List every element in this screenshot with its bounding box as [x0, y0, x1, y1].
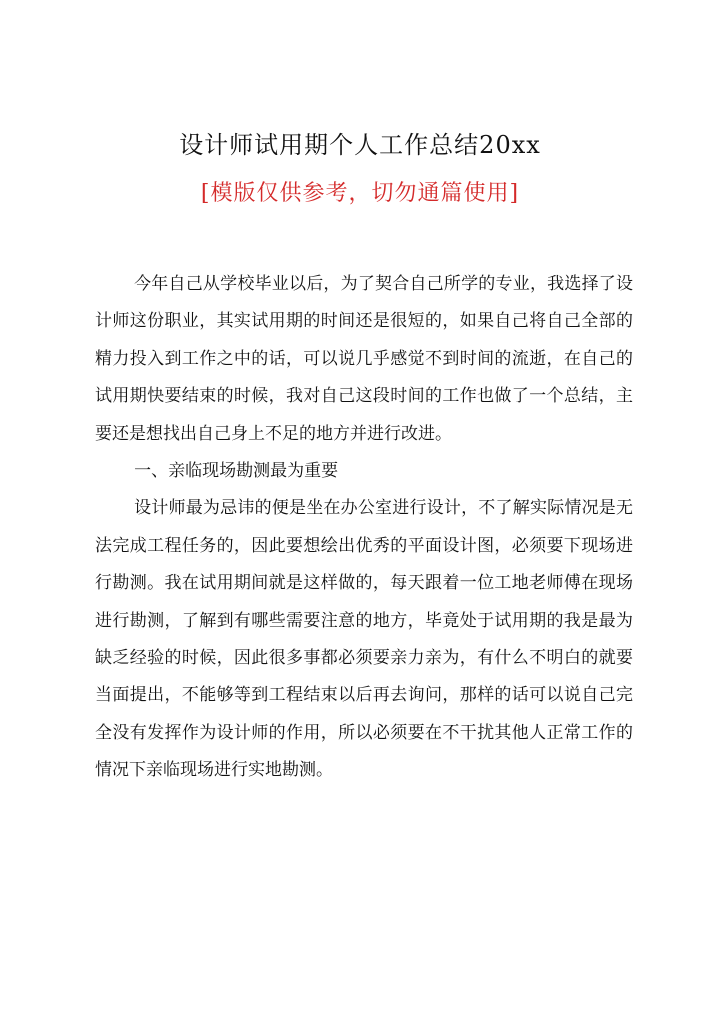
paragraph-intro: 今年自己从学校毕业以后，为了契合自己所学的专业，我选择了设计师这份职业，其实试用期的时间还是很短的，如果自己将自己全部的精力投入到工作之中的话，可以说几乎感觉不到时间的流逝，在自己的试用期快要结束的时候，我对自己这段时间的工作也做了一个总结，主要还是想找出自己身上不足的地方并进行改进。 — [95, 274, 633, 444]
document-title: 设计师试用期个人工作总结20xx — [179, 131, 541, 159]
paragraph-section-1: 设计师最为忌讳的便是坐在办公室进行设计，不了解实际情况是无法完成工程任务的，因此要想绘出优秀的平面设计图，必须要下现场进行勘测。我在试用期间就是这样做的，每天跟着一位工地老师傅在现场进行勘测，了解到有哪些需要注意的地方，毕竟处于试用期的我是最为缺乏经验的时候，因此很多事都必须要亲力亲为，有什么不明白的就要当面提出，不能够等到工程结束以后再去询问，那样的话可以说自己完全没有发挥作为设计师的作用，所以必须要在不干扰其他人正常工作的情况下亲临现场进行实地勘测。 — [95, 498, 633, 781]
document-subtitle: [模版仅供参考，切勿通篇使用] — [200, 181, 520, 206]
document-body — [95, 266, 633, 790]
section-heading: 一、亲临现场勘测最为重要 — [134, 461, 339, 482]
